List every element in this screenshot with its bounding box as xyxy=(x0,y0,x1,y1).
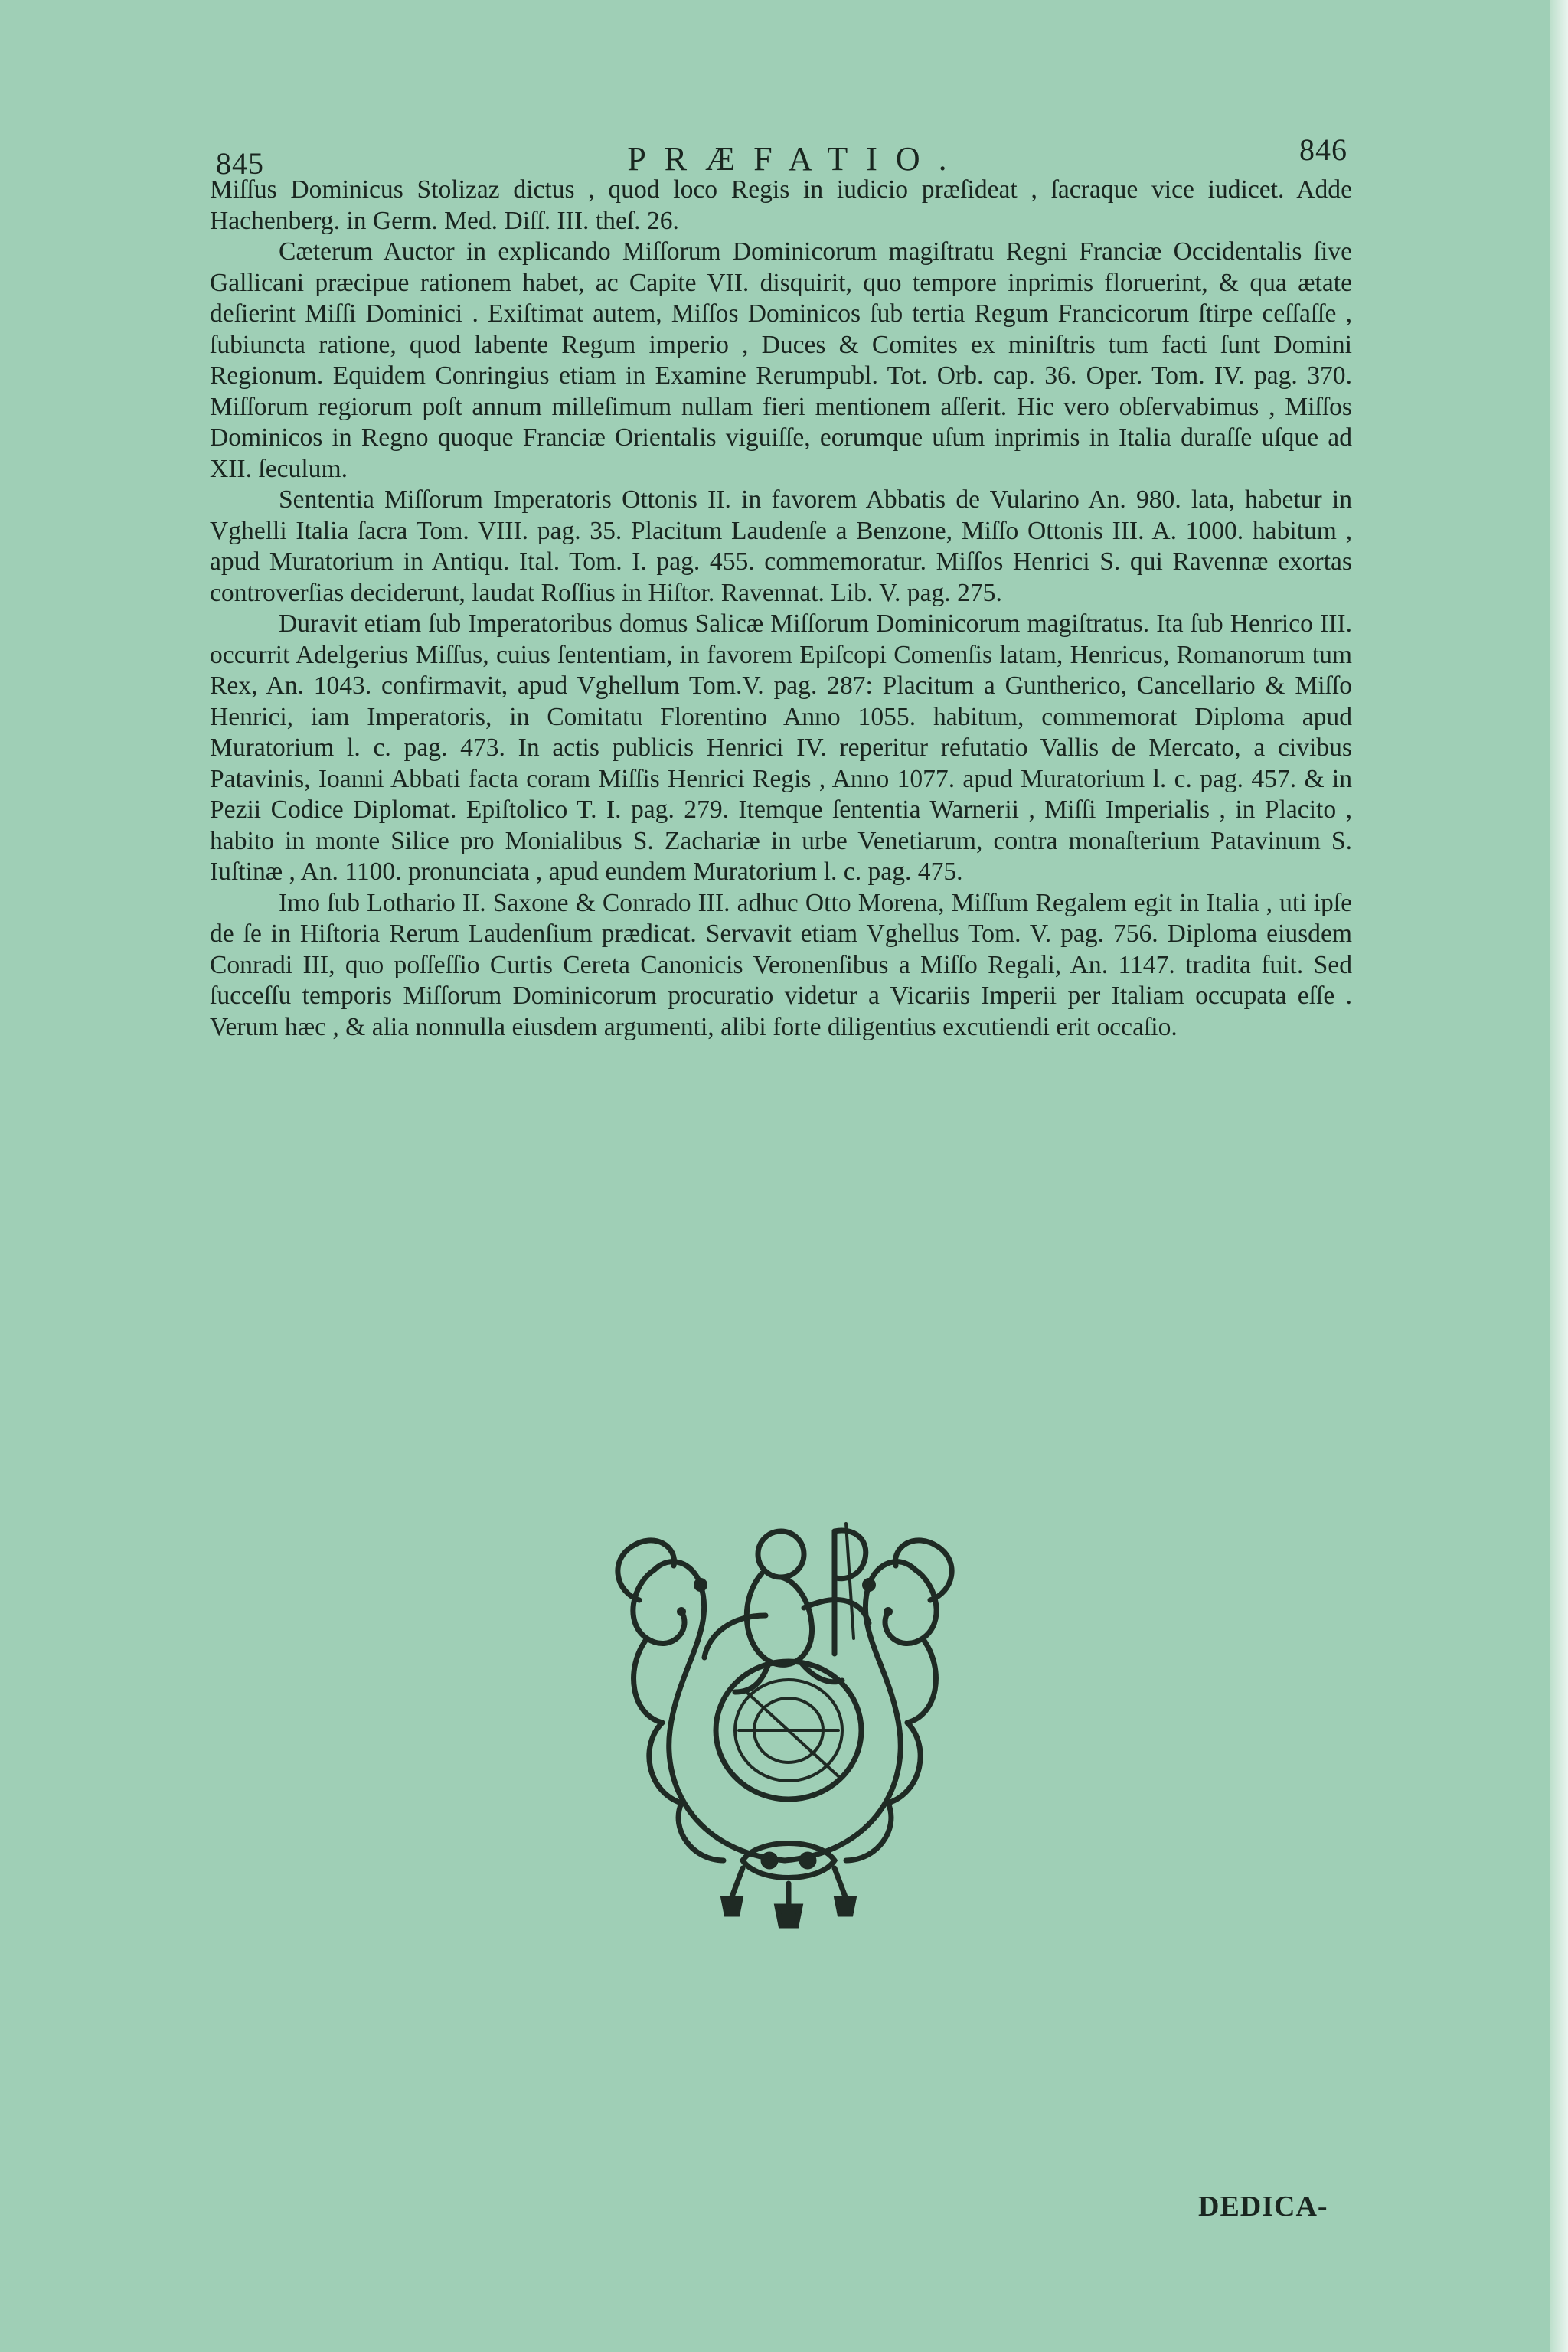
body-text xyxy=(210,175,1352,1043)
page-edge xyxy=(1550,0,1568,2352)
page-number-left: 845 xyxy=(216,146,264,181)
catchword: DEDICA- xyxy=(1198,2190,1328,2223)
paragraph-4: Duravit etiam ſub Imperatoribus domus Salicæ Miſſorum Dominicorum magiſtratus. Ita ſub Henrico III. occurrit Adelgerius Miſſus, cuius ſententiam, in favorem Epiſcopi Comenſis latam, Henricus, Romanorum tum Rex, An. 1043. confirmavit, apud Vghellum Tom.V. pag. 287: Placitum a Guntherico, Cancellario & Miſſo Henrici, iam Imperatoris, in Comitatu Florentino Anno 1055. habitum, commemorat Diploma apud Muratorium l. c. pag. 473. In actis publicis Henrici IV. reperitur refutatio Vallis de Mercato, a civibus Patavinis, Ioanni Abbati facta coram Miſſis Henrici Regis , Anno 1077. apud Muratorium l. c. pag. 457. & in Pezii Codice Diplomat. Epiſtolico T. I. pag. 279. Itemque ſententia Warnerii , Miſſi Imperialis , in Placito , habito in monte Silice pro Monialibus S. Zachariæ in urbe Venetiarum, contra monaſterium Patavinum S. Iuſtinæ , An. 1100. pronunciata , apud eundem Muratorium l. c. pag. 475. xyxy=(210,609,1352,886)
cherub-ornament-icon xyxy=(609,1501,961,1929)
paragraph-1: Miſſus Dominicus Stolizaz dictus , quod loco Regis in iudicio præſideat , ſacraque vice iudicet. Adde Hachenberg. in Germ. Med. Diſſ. III. theſ. 26. xyxy=(210,175,1352,235)
paragraph-2: Cæterum Auctor in explicando Miſſorum Dominicorum magiſtratu Regni Franciæ Occidentalis ſive Gallicani præcipue rationem habet, ac Capite VII. disquirit, quo tempore inprimis floruerint, & qua ætate deſierint Miſſi Dominici . Exiſtimat autem, Miſſos Dominicos ſub tertia Regum Francicorum ſtirpe ceſſaſſe , ſubiuncta ratione, quod labente Regum imperio , Duces & Comites ex miniſtris tum facti ſunt Domini Regionum. Equidem Conringius etiam in Examine Rerumpubl. Tot. Orb. cap. 36. Oper. Tom. IV. pag. 370. Miſſorum regiorum poſt annum milleſimum nullam fieri mentionem aſſerit. Hic vero obſervabimus , Miſſos Dominicos in Regno quoque Franciæ Orientalis viguiſſe, eorumque uſum inprimis in Italia duraſſe uſque ad XII. ſeculum. xyxy=(210,237,1352,483)
running-title: PRÆFATIO. xyxy=(627,140,965,178)
page-number-right: 846 xyxy=(1299,132,1348,167)
paragraph-5: Imo ſub Lothario II. Saxone & Conrado III. adhuc Otto Morena, Miſſum Regalem egit in Italia , uti ipſe de ſe in Hiſtoria Rerum Laudenſium prædicat. Servavit etiam Vghellus Tom. V. pag. 756. Diploma eiusdem Conradi III, quo poſſeſſio Curtis Cereta Canonicis Veronenſibus a Miſſo Regali, An. 1147. tradita fuit. Sed ſucceſſu temporis Miſſorum Dominicorum procuratio videtur a Vicariis Imperii per Italiam occupata eſſe . Verum hæc , & alia nonnulla eiusdem argumenti, alibi forte diligentius excutiendi erit occaſio. xyxy=(210,888,1352,1041)
paragraph-3: Sententia Miſſorum Imperatoris Ottonis II. in favorem Abbatis de Vularino An. 980. lata, habetur in Vghelli Italia ſacra Tom. VIII. pag. 35. Placitum Laudenſe a Benzone, Miſſo Ottonis III. A. 1000. habitum , apud Muratorium in Antiqu. Ital. Tom. I. pag. 455. commemoratur. Miſſos Henrici S. qui Ravennæ exortas controverſias deciderunt, laudat Roſſius in Hiſtor. Ravennat. Lib. V. pag. 275. xyxy=(210,485,1352,607)
